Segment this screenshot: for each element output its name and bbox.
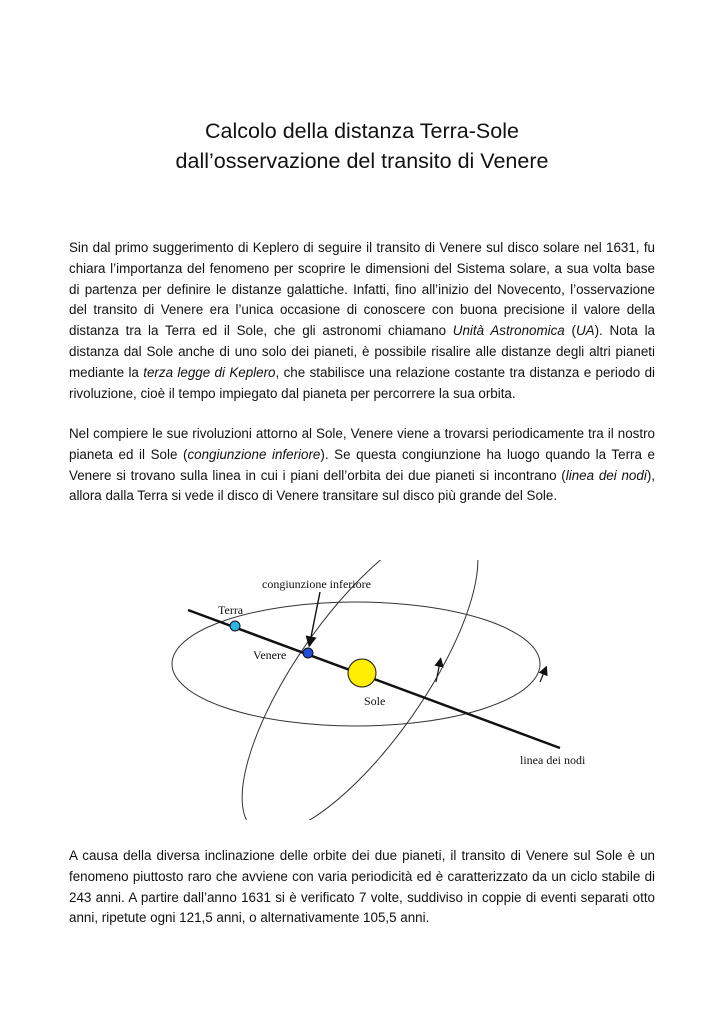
label-congiunzione: congiunzione inferiore [262, 577, 371, 591]
venus-orbit-arrow [436, 662, 440, 682]
paragraph-2 [69, 424, 655, 507]
paragraph-1-text-c: ). Nota la distanza dal Sole anche di uno solo dei pianeti, è possibile risalire alle distanze degli altri pianeti mediante la [69, 323, 656, 380]
paragraph-1-text-d: , che stabilisce una relazione costante tra distanza e periodo di rivoluzione, cioè il tempo impiegato dal pianeta per percorrere la sua orbita. [69, 364, 655, 401]
paragraph-1-italic-ua: UA [575, 323, 595, 339]
paragraph-1-italic-keplero: terza legge di Keplero [143, 364, 276, 380]
paragraph-2-text-b: ). Se questa congiunzione ha luogo quando la Terra e Venere si trovano sulla linea in cui i piani dell’orbita dei due pianeti si incontrano ( [69, 446, 655, 483]
orbit-diagram [160, 560, 600, 820]
label-venere: Venere [253, 648, 287, 662]
paragraph-2-text-a: Nel compiere le sue rivoluzioni attorno al Sole, Venere viene a trovarsi periodicamente tra il nostro pianeta ed il Sole ( [69, 426, 655, 462]
earth-dot [230, 621, 240, 631]
conjunction-pointer [310, 592, 320, 642]
page-title-line2: dall’osservazione del transito di Venere [175, 149, 549, 173]
paragraph-1-italic-ua-full: Unità Astronomica [452, 323, 565, 339]
label-sole: Sole [364, 694, 386, 708]
label-linea-dei-nodi: linea dei nodi [520, 753, 586, 767]
paragraph-2-italic-linea: linea dei nodi [565, 467, 647, 483]
paragraph-1 [69, 238, 655, 404]
paragraph-1-text-b: ( [564, 323, 576, 339]
page-title-line1: Calcolo della distanza Terra-Sole [205, 119, 519, 143]
sun-disc [348, 659, 376, 687]
venus-dot [303, 648, 313, 658]
paragraph-3: A causa della diversa inclinazione delle orbite dei due pianeti, il transito di Venere sul Sole è un fenomeno piuttosto raro che avviene con varia periodicità ed è caratterizzato da un ciclo stabile di 243 anni. A partire dall’anno 1631 si è verificato 7 volte, suddiviso in coppie di eventi separati otto anni, ripetute ogni 121,5 anni, o alternativamente 105,5 anni. [69, 848, 655, 926]
venus-orbit [202, 560, 518, 820]
paragraph-1-text-a: Sin dal primo suggerimento di Keplero di seguire il transito di Venere sul disco solare nel 1631, fu chiara l’importanza del fenomeno per scoprire le dimensioni del Sistema solare, a sua volta base di partenza per definire le distanze galattiche. Infatti, fino all’inizio del Novecento, l’osservazione del transito di Venere era l’unica occasione di conoscere con buona precisione il valore della distanza tra la Terra ed il Sole, che gli astronomi chiamano [69, 240, 655, 339]
paragraph-2-text-c: ), allora dalla Terra si vede il disco di Venere transitare sul disco più grande del Sole. [69, 467, 655, 504]
label-terra: Terra [218, 603, 244, 617]
earth-orbit-arrow [540, 670, 545, 682]
paragraph-2-italic-congiunzione: congiunzione inferiore [187, 446, 321, 462]
